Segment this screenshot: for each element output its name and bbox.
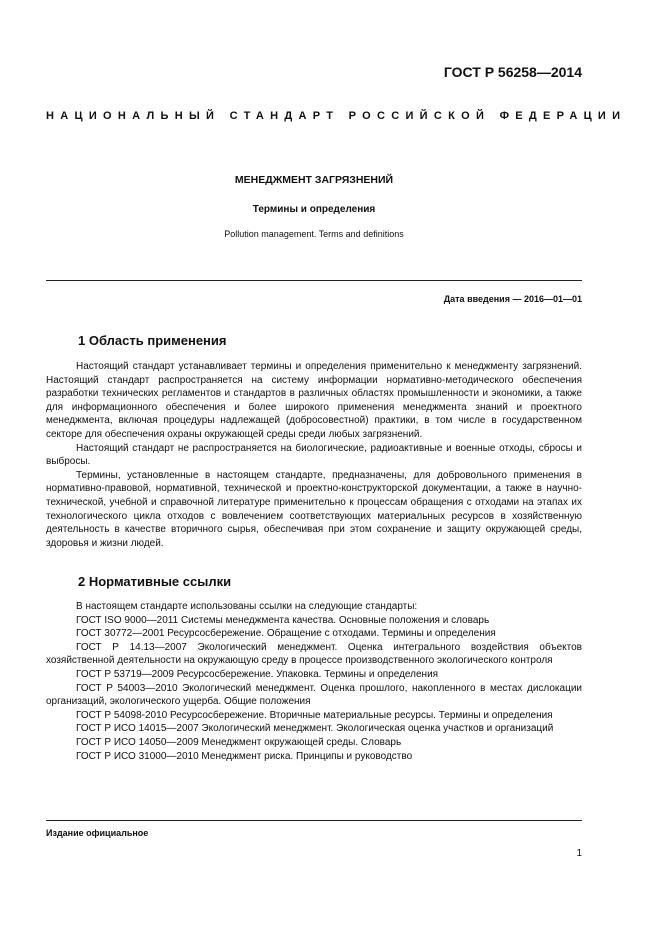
- reference-item: ГОСТ Р ИСО 31000—2010 Менеджмент риска. Принципы и руководство: [76, 750, 413, 762]
- title-divider: [46, 280, 582, 281]
- footer-divider: [46, 820, 582, 821]
- paragraph: В настоящем стандарте использованы ссылки на следующие стандарты:: [76, 601, 418, 612]
- paragraph: Термины, установленные в настоящем стандарте, предназначены, для добровольного применения в нормативно-правовой, нормативной, технической и проектно-конструкторской документации, а также в научно-технической, учебной и справочной литературе применительно к процессам обращения с отходами на этапах их технологического цикла отходов с вовлечением соответствующих материальных ресурсов в хозяйственную деятельность в качестве вторичного сырья, обеспечивая при этом сохранение и защиту окружающей среды, здоровья и жизни людей.: [46, 469, 582, 549]
- paragraph: Настоящий стандарт устанавливает термины и определения применительно к менеджменту загрязнений. Настоящий стандарт распространяется на систему информации нормативно-методического обеспечения разработки технических регламентов и стандартов в различных областях промышленности и экономики, а также для информационного обеспечения и более широкого применения менеджмента знаний и проектного менеджмента, включая процедуры надлежащей (добросовестной) практики, в том числе в государственном секторе для обеспечения охраны окружающей среды среди любых загрязнений.: [46, 361, 582, 440]
- section-2-heading: 2 Нормативные ссылки: [78, 574, 232, 589]
- reference-item: ГОСТ 30772—2001 Ресурсосбережение. Обращение с отходами. Термины и определения: [76, 628, 496, 640]
- document-title: МЕНЕДЖМЕНТ ЗАГРЯЗНЕНИЙ: [234, 174, 394, 186]
- reference-item: ГОСТ Р 14.13—2007 Экологический менеджмент. Оценка интегрального воздействия объектов хозяйственной деятельности на окружающую среду в процессе производственного экологического контроля: [46, 641, 582, 667]
- reference-item: ГОСТ ISO 9000—2011 Системы менеджмента качества. Основные положения и словарь: [76, 614, 490, 626]
- page-number: 1: [576, 848, 582, 859]
- reference-item: ГОСТ Р ИСО 14015—2007 Экологический менеджмент. Экологическая оценка участков и организаций: [76, 723, 554, 735]
- gost-code: ГОСТ Р 56258—2014: [443, 64, 582, 80]
- reference-item: ГОСТ Р 54003—2010 Экологический менеджмент. Оценка прошлого, накопленного в местах дислокации организаций, экологического ущерба. Общие положения: [46, 682, 582, 708]
- reference-item: ГОСТ Р 53719—2009 Ресурсосбережение. Упаковка. Термины и определения: [76, 668, 439, 680]
- document-subtitle: Термины и определения: [252, 204, 376, 215]
- paragraph: Настоящий стандарт не распространяется на биологические, радиоактивные и военные отходы, сбросы и выбросы.: [46, 442, 582, 468]
- introduction-date: Дата введения — 2016—01—01: [443, 294, 582, 304]
- section-1-heading: 1 Область применения: [78, 333, 227, 348]
- national-standard-banner: НАЦИОНАЛЬНЫЙ СТАНДАРТ РОССИЙСКОЙ ФЕДЕРАЦИИ: [46, 110, 627, 122]
- english-title: Pollution management. Terms and definitions: [224, 229, 404, 239]
- section-2-body: [46, 600, 582, 763]
- reference-item: ГОСТ Р 54098-2010 Ресурсосбережение. Вторичные материальные ресурсы. Термины и определения: [76, 709, 553, 721]
- edition-note: Издание официальное: [46, 828, 149, 838]
- section-1-body: [46, 360, 582, 550]
- reference-item: ГОСТ Р ИСО 14050—2009 Менеджмент окружающей среды. Словарь: [76, 736, 402, 748]
